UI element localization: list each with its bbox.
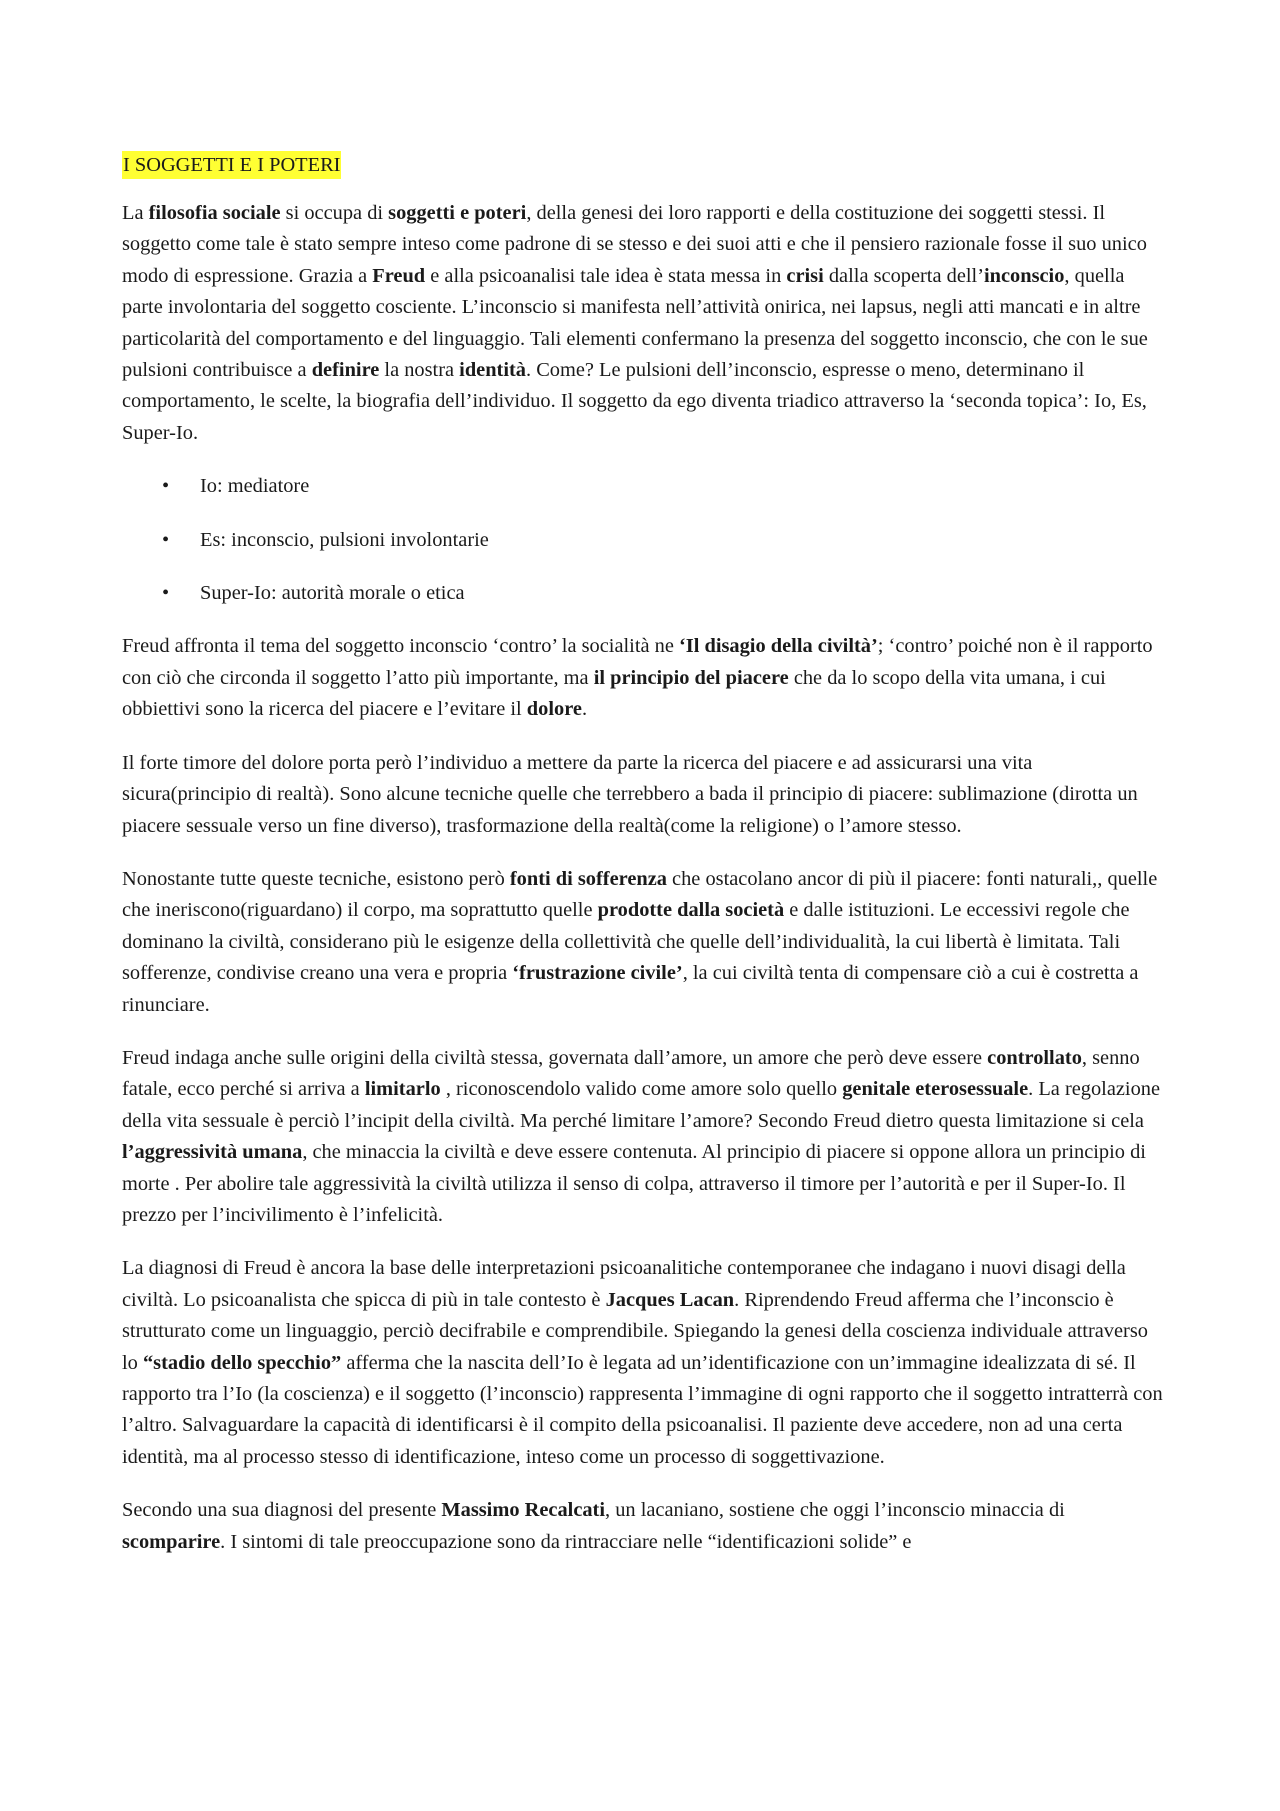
list-item: [122, 578, 1164, 609]
bullet-icon: •: [162, 582, 170, 605]
bold-text: identità: [459, 359, 526, 382]
text-run: Secondo una sua diagnosi del presente: [122, 1499, 442, 1522]
paragraph-lacan: [122, 1253, 1164, 1473]
text-run: che ostacolano ancor di più il piacere: fonti naturali,, quelle che ineriscono(riguardano) il corpo, ma soprattutto quelle: [122, 867, 1158, 922]
text-run: , che minaccia la civiltà e deve essere contenuta. Al principio di piacere si oppone allora un principio di morte . Per abolire tale aggressività la civiltà utilizza il senso di colpa, attraverso il timore per l’autorità e per il Super-Io. Il prezzo per l’incivilimento è l’infelicità.: [122, 1141, 1146, 1226]
paragraph-timore: [122, 748, 1164, 842]
bold-text: definire: [311, 359, 380, 382]
text-run: , della genesi dei loro rapporti e della costituzione dei soggetti stessi. Il soggetto come tale è stato sempre inteso come padrone di se stesso e dei suoi atti e che il pensiero razionale fosse il suo unico modo di espressione. Grazia a: [122, 202, 1147, 287]
bold-text: soggetti e poteri: [388, 202, 527, 224]
text-run: . Come? Le pulsioni dell’inconscio, espresse o meno, determinano il comportamento, le scelte, la biografia dell’individuo. Il soggetto da ego diventa triadico attraverso la ‘seconda topica’: Io, Es, Super-Io.: [122, 359, 1147, 444]
list-item-text: Io: mediatore: [200, 475, 310, 498]
list-item: [122, 525, 1164, 556]
bold-text: filosofia sociale: [148, 202, 281, 224]
bold-text: ‘Il disagio della civiltà’: [678, 635, 878, 658]
bold-text: limitarlo: [364, 1078, 441, 1101]
text-run: afferma che la nascita dell’Io è legata ad un’identificazione con un’immagine idealizzata di sé. Il rapporto tra l’Io (la coscienza) e il soggetto (l’inconscio) rappresenta l’immagine di ogni rapporto che il soggetto intratterrà con l’altro. Salvaguardare la capacità di identificarsi è il compito della psicoanalisi. Il paziente deve accedere, non ad una certa identità, ma al processo stesso di identificazione, inteso come un processo di soggettivazione.: [122, 1351, 1163, 1468]
bold-text: prodotte dalla società: [597, 899, 785, 922]
list-item: [122, 471, 1164, 502]
text-run: .: [581, 698, 588, 721]
bold-text: Freud: [372, 264, 426, 287]
text-run: , la cui civiltà tenta di compensare ciò a cui è costretta a rinunciare.: [122, 962, 1139, 1016]
bold-text: dolore: [526, 698, 582, 721]
document-page: [122, 150, 1164, 1580]
text-run: Freud indaga anche sulle origini della civiltà stessa, governata dall’amore, un amore che però deve essere: [122, 1046, 988, 1069]
bold-text: scomparire: [122, 1530, 221, 1553]
text-run: , un lacaniano, sostiene che oggi l’inconscio minaccia di: [605, 1499, 1065, 1522]
bold-text: Massimo Recalcati: [441, 1499, 606, 1522]
document-title: I SOGGETTI E I POTERI: [122, 151, 341, 179]
text-run: ; ‘contro’ poiché non è il rapporto con ciò che circonda il soggetto l’atto più importante, ma: [122, 635, 1153, 689]
bold-text: crisi: [786, 264, 824, 287]
text-run: Nonostante tutte queste tecniche, esistono però: [122, 867, 510, 890]
bold-text: genitale eterosessuale: [842, 1078, 1029, 1101]
bold-text: il principio del piacere: [593, 666, 789, 689]
bold-text: controllato: [987, 1046, 1082, 1069]
paragraph-sofferenza: [122, 864, 1164, 1021]
bold-text: “stadio dello specchio”: [142, 1351, 342, 1374]
bold-text: fonti di sofferenza: [509, 867, 667, 890]
text-run: la nostra: [379, 359, 460, 382]
text-run: La: [122, 202, 149, 224]
text-run: . La regolazione della vita sessuale è perciò l’incipit della civiltà. Ma perché limitare l’amore? Secondo Freud dietro questa limitazione si cela: [122, 1078, 1161, 1132]
bold-text: l’aggressività umana: [122, 1141, 303, 1164]
text-run: Freud affronta il tema del soggetto inconscio ‘contro’ la socialità ne: [122, 635, 679, 658]
text-run: si occupa di: [280, 202, 389, 224]
text-run: e alla psicoanalisi tale idea è stata messa in: [425, 264, 787, 287]
text-run: e dalle istituzioni. Le eccessivi regole che dominano la civiltà, considerano più le esigenze della collettività che quelle dell’individualità, la cui libertà è limitata. Tali sofferenze, condivise creano una vera e propria: [122, 899, 1130, 985]
text-run: , quella parte involontaria del soggetto cosciente. L’inconscio si manifesta nell’attività onirica, nei lapsus, negli atti mancati e in altre particolarità del comportamento e del linguaggio. Tali elementi confermano la presenza del soggetto inconscio, che con le sue pulsioni contribuisce a: [122, 264, 1148, 382]
text-run: . I sintomi di tale preoccupazione sono da rintracciare nelle “identificazioni solide” e: [220, 1530, 912, 1553]
text-run: che da lo scopo della vita umana, i cui obbiettivi sono la ricerca del piacere e l’evitare il: [122, 666, 1106, 721]
paragraph-recalcati: [122, 1495, 1164, 1558]
text-run: Il forte timore del dolore porta però l’individuo a mettere da parte la ricerca del piacere e ad assicurarsi una vita sicura(principio di realtà). Sono alcune tecniche quelle che terrebbero a bada il principio di piacere: sublimazione (dirotta un piacere sessuale verso un fine diverso), trasformazione della realtà(come la religione) o l’amore stesso.: [122, 751, 1138, 837]
topica-list: [122, 471, 1164, 609]
text-run: , senno fatale, ecco perché si arriva a: [122, 1046, 1140, 1101]
list-item-text: Super-Io: autorità morale o etica: [200, 582, 465, 605]
text-run: La diagnosi di Freud è ancora la base delle interpretazioni psicoanalitiche contemporanee che indagano i nuovi disagi della civiltà. Lo psicoanalista che spicca di più in tale contesto è: [122, 1257, 1126, 1311]
list-item-text: Es: inconscio, pulsioni involontarie: [200, 528, 489, 551]
bullet-icon: •: [162, 528, 170, 551]
bullet-icon: •: [162, 475, 170, 498]
text-run: . Riprendendo Freud afferma che l’inconscio è strutturato come un linguaggio, perciò decifrabile e comprendibile. Spiegando la genesi della coscienza individuale attraverso lo: [122, 1288, 1148, 1374]
text-run: , riconoscendolo valido come amore solo quello: [440, 1078, 843, 1101]
paragraph-origini: [122, 1043, 1164, 1231]
paragraph-disagio: [122, 631, 1164, 725]
bold-text: inconscio: [983, 264, 1065, 287]
bold-text: Jacques Lacan: [605, 1288, 735, 1311]
bold-text: ‘frustrazione civile’: [512, 962, 683, 985]
paragraph-intro: [122, 198, 1164, 449]
text-run: dalla scoperta dell’: [823, 264, 984, 287]
